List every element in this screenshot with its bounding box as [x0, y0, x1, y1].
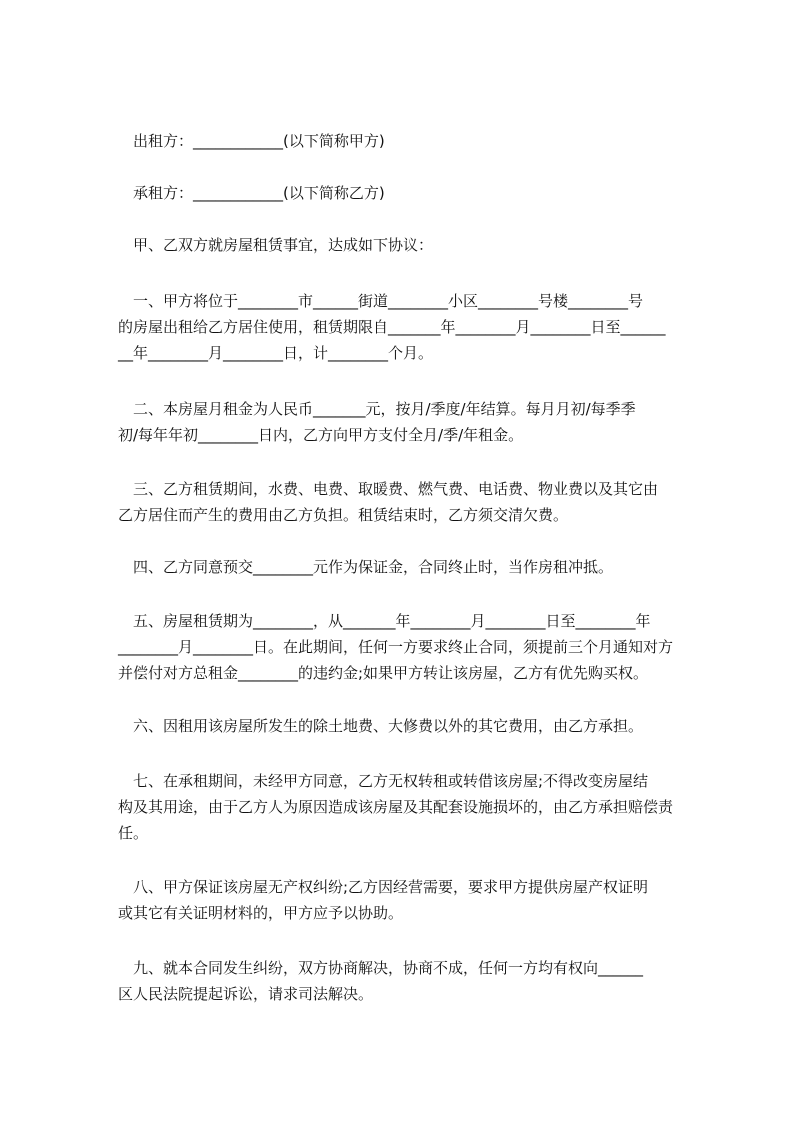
text-line: 一、甲方将位于________市______街道________小区________号楼________号: [103, 292, 644, 310]
text-line: 初/每年年初________日内，乙方向甲方支付全月/季/年租金。: [103, 426, 524, 444]
lessee-line: [103, 180, 703, 206]
clause-6: [103, 713, 703, 739]
text-line: 或其它有关证明材料的，甲方应予以协助。: [103, 904, 404, 922]
text-line: 出租方：____________(以下简称甲方): [103, 132, 385, 150]
clause-7: [103, 768, 703, 846]
clause-1: [103, 288, 703, 366]
text-line: 五、房屋租赁期为________，从_______年________月________日至________年: [103, 612, 651, 630]
text-line: 四、乙方同意预交________元作为保证金，合同终止时，当作房租冲抵。: [103, 558, 614, 576]
text-line: 承租方：____________(以下简称乙方): [103, 184, 385, 202]
text-line: 甲、乙双方就房屋租赁事宜，达成如下协议：: [103, 236, 434, 254]
text-line: __年________月________日，计________个月。: [103, 344, 434, 362]
text-line: 二、本房屋月租金为人民币_______元，按月/季度/年结算。每月月初/每季季: [103, 400, 636, 418]
text-line: 构及其用途，由于乙方人为原因造成该房屋及其配套设施损坏的，由乙方承担赔偿责: [103, 798, 674, 816]
clause-2: [103, 396, 703, 448]
text-line: 区人民法院提起诉讼，请求司法解决。: [103, 985, 374, 1003]
agreement-intro: [103, 232, 703, 258]
text-line: 的房屋出租给乙方居住使用，租赁期限自_______年________月________日至______: [103, 318, 666, 336]
clause-4: [103, 554, 703, 580]
text-line: ________月________日。在此期间，任何一方要求终止合同，须提前三个月通知对方: [103, 638, 674, 656]
text-line: 任。: [103, 824, 149, 842]
lessor-line: [103, 128, 703, 154]
clause-8: [103, 874, 703, 926]
text-line: 乙方居住而产生的费用由乙方负担。租赁结束时，乙方须交清欠费。: [103, 506, 569, 524]
text-line: 九、就本合同发生纠纷，双方协商解决，协商不成，任何一方均有权向______: [103, 959, 644, 977]
text-line: 三、乙方租赁期间，水费、电费、取暖费、燃气费、电话费、物业费以及其它由: [103, 480, 659, 498]
clause-3: [103, 476, 703, 528]
clause-5: [103, 608, 703, 686]
text-line: 八、甲方保证该房屋无产权纠纷;乙方因经营需要，要求甲方提供房屋产权证明: [103, 878, 649, 896]
text-line: 七、在承租期间，未经甲方同意，乙方无权转租或转借该房屋;不得改变房屋结: [103, 772, 649, 790]
text-line: 并偿付对方总租金________的违约金;如果甲方转让该房屋，乙方有优先购买权。: [103, 664, 649, 682]
clause-9: [103, 955, 703, 1007]
text-line: 六、因租用该房屋所发生的除土地费、大修费以外的其它费用，由乙方承担。: [103, 717, 644, 735]
